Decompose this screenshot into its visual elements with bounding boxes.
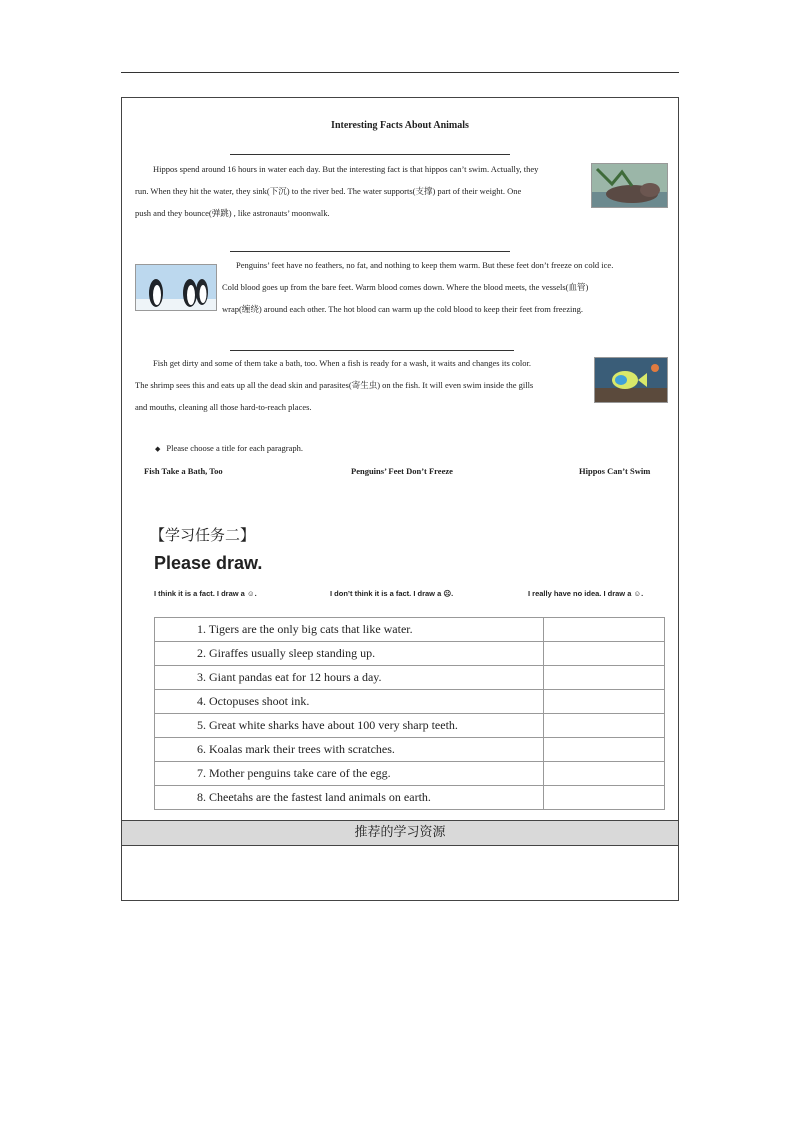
answer-cell[interactable] <box>544 666 665 690</box>
statement-cell: 5. Great white sharks have about 100 very sharp teeth. <box>155 714 544 738</box>
resources-heading: 推荐的学习资源 <box>122 820 678 846</box>
table-row <box>155 666 665 690</box>
key-not-fact: I don’t think it is a fact. I draw a ☹. <box>330 589 454 598</box>
answer-cell[interactable] <box>544 642 665 666</box>
paragraph-fish <box>135 352 589 418</box>
instruction-text: Please choose a title for each paragraph. <box>166 443 304 453</box>
facts-table <box>154 617 665 810</box>
statement-cell: 3. Giant pandas eat for 12 hours a day. <box>155 666 544 690</box>
title-option-fish[interactable]: Fish Take a Bath, Too <box>144 466 223 476</box>
penguins-photo <box>135 264 217 311</box>
paragraph-line: Penguins’ feet have no feathers, no fat, and nothing to keep them warm. But these feet don’t freeze on cold ice. <box>236 260 614 270</box>
title-blank-3[interactable] <box>230 350 514 351</box>
key-no-idea: I really have no idea. I draw a ☺. <box>528 589 644 598</box>
please-draw-heading: Please draw. <box>154 553 263 573</box>
paragraph-line: Cold blood goes up from the bare feet. Warm blood comes down. Where the blood meets, the vessels(血管) <box>222 282 589 292</box>
header-rule <box>121 72 679 73</box>
page-title: Interesting Facts About Animals <box>331 120 469 131</box>
statement-cell: 7. Mother penguins take care of the egg. <box>155 762 544 786</box>
paragraph-line: push and they bounce(弹跳) , like astronauts’ moonwalk. <box>135 208 330 218</box>
hippo-photo <box>591 163 668 208</box>
answer-cell[interactable] <box>544 762 665 786</box>
statement-cell: 1. Tigers are the only big cats that like water. <box>155 618 544 642</box>
answer-cell[interactable] <box>544 786 665 810</box>
answer-cell[interactable] <box>544 690 665 714</box>
statement-cell: 8. Cheetahs are the fastest land animals on earth. <box>155 786 544 810</box>
answer-cell[interactable] <box>544 738 665 762</box>
instruction <box>155 443 303 453</box>
diamond-bullet-icon: ◆ <box>155 445 161 453</box>
table-row <box>155 762 665 786</box>
table-row <box>155 738 665 762</box>
table-row <box>155 642 665 666</box>
fish-photo <box>594 357 668 403</box>
statement-cell: 2. Giraffes usually sleep standing up. <box>155 642 544 666</box>
paragraph-line: Fish get dirty and some of them take a bath, too. When a fish is ready for a wash, it waits and changes its color. <box>153 358 532 368</box>
paragraph-hippos <box>135 158 587 224</box>
paragraph-line: Hippos spend around 16 hours in water each day. But the interesting fact is that hippos can’t swim. Actually, they <box>153 164 539 174</box>
title-blank-2[interactable] <box>230 251 510 252</box>
title-option-penguins[interactable]: Penguins’ Feet Don’t Freeze <box>351 466 453 476</box>
title-blank-1[interactable] <box>230 154 510 155</box>
task-two-heading: 【学习任务二】 <box>150 526 256 544</box>
table-row <box>155 786 665 810</box>
answer-cell[interactable] <box>544 714 665 738</box>
paragraph-line: run. When they hit the water, they sink(下沉) to the river bed. The water supports(支撑) part of their weight. One <box>135 186 522 196</box>
table-row <box>155 714 665 738</box>
paragraph-line: wrap(缠绕) around each other. The hot blood can warm up the cold blood to keep their feet from freezing. <box>222 304 583 314</box>
statement-cell: 6. Koalas mark their trees with scratches. <box>155 738 544 762</box>
paragraph-penguins <box>222 254 669 320</box>
paragraph-line: and mouths, cleaning all those hard-to-reach places. <box>135 402 312 412</box>
table-row <box>155 618 665 642</box>
title-option-hippos[interactable]: Hippos Can’t Swim <box>579 466 651 476</box>
paragraph-line: The shrimp sees this and eats up all the dead skin and parasites(寄生虫) on the fish. It will even swim inside the gills <box>135 380 534 390</box>
key-fact: I think it is a fact. I draw a ☺. <box>154 589 257 598</box>
answer-cell[interactable] <box>544 618 665 642</box>
table-row <box>155 690 665 714</box>
statement-cell: 4. Octopuses shoot ink. <box>155 690 544 714</box>
